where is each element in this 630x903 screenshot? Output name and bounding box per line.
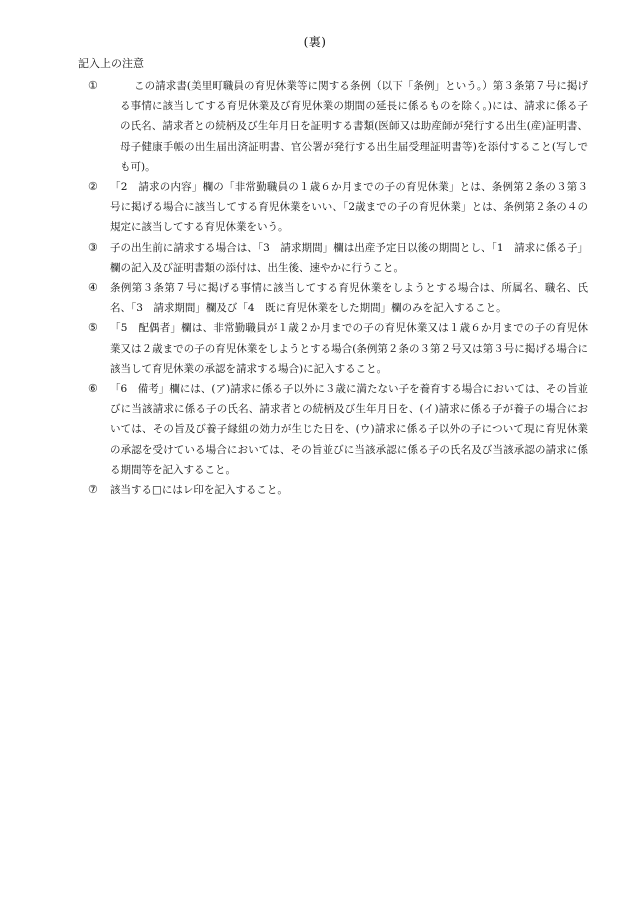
note-marker-1: ① xyxy=(88,79,98,92)
note-item-4 xyxy=(84,278,588,318)
note-item-7 xyxy=(84,480,588,500)
note-text-3: 子の出生前に請求する場合は、「3 請求期間」欄は出産予定日以後の期間とし、「1 請求に係る子」欄の記入及び証明書類の添付は、出生後、速やかに行うこと。 xyxy=(110,241,588,274)
section-title-notes: 記入上の注意 xyxy=(78,57,144,70)
note-item-1 xyxy=(84,76,588,177)
page-header-reverse: (裏) xyxy=(303,35,327,49)
note-text-6: 「6 備考」欄には、(ア)請求に係る子以外に３歳に満たない子を養育する場合においては、その旨並びに当該請求に係る子の氏名、請求者との続柄及び生年月日を、(イ)請求に係る子が養子の場合においては、その旨及び養子縁組の効力が生じた日を、(ウ)請求に係る子以外の子について現に育児休業の承認を受けている場合においては、その旨並びに当該承認に係る子の氏名及び当該承認の請求に係る期間等を記入すること。 xyxy=(110,383,588,476)
note-text-2: 「2 請求の内容」欄の「非常勤職員の１歳６か月までの子の育児休業」とは、条例第２条の３第３号に掲げる場合に該当してする育児休業をいい、「2歳までの子の育児休業」とは、条例第２条の４の規定に該当してする育児休業をいう。 xyxy=(110,181,588,234)
note-text-1: この請求書(美里町職員の育児休業等に関する条例（以下「条例」という。）第３条第７号に掲げる事情に該当してする育児休業及び育児休業の期間の延長に係るものを除く。)には、請求に係る子の氏名、請求者との続柄及び生年月日を証明する書類(医師又は助産師が発行する出生(産)証明書、母子健康手帳の出生届出済証明書、官公署が発行する出生届受理証明書等)を添付すること(写しでも可)。 xyxy=(120,80,588,173)
note-item-3 xyxy=(84,238,588,278)
note-marker-3: ③ xyxy=(88,240,98,254)
note-item-6 xyxy=(84,379,588,480)
note-item-5 xyxy=(84,318,588,379)
notes-list xyxy=(84,76,588,500)
note-text-7: 該当する□にはレ印を記入すること。 xyxy=(110,484,288,497)
note-item-2 xyxy=(84,177,588,238)
note-marker-2: ② xyxy=(88,180,98,194)
note-text-4: 条例第３条第７号に掲げる事情に該当してする育児休業をしようとする場合は、所属名、職名、氏名、「3 請求期間」欄及び「4 既に育児休業をした期間」欄のみを記入すること。 xyxy=(110,282,588,315)
note-marker-4: ④ xyxy=(88,281,98,295)
note-text-5: 「5 配偶者」欄は、非常勤職員が１歳２か月までの子の育児休業又は１歳６か月までの子の育児休業又は２歳までの子の育児休業をしようとする場合(条例第２条の３第２号又は第３号に掲げる場合に該当して育児休業の承認を請求する場合)に記入すること。 xyxy=(110,322,588,375)
note-marker-5: ⑤ xyxy=(88,321,98,335)
note-marker-7: ⑦ xyxy=(88,483,98,497)
note-marker-6: ⑥ xyxy=(88,382,98,396)
